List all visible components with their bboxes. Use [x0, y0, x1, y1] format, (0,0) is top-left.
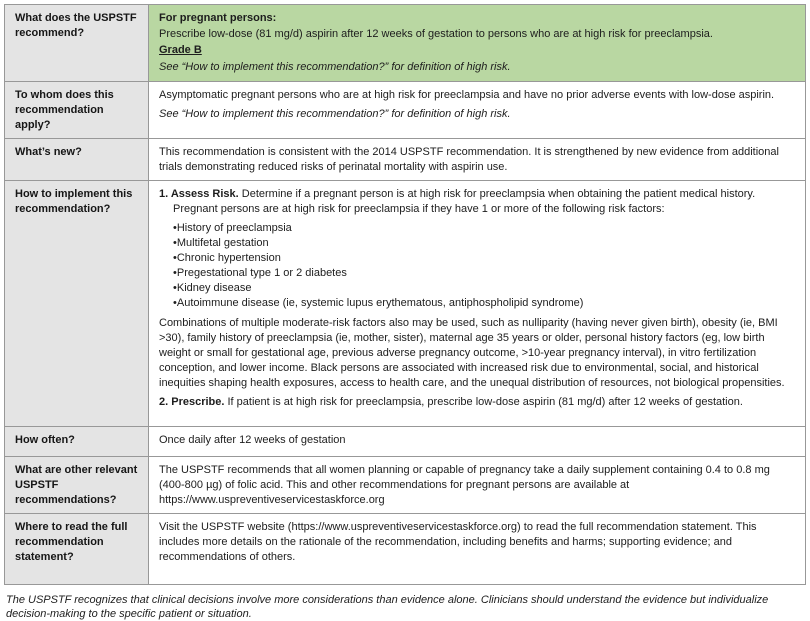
table-row [5, 457, 806, 514]
risk-factor-list [173, 221, 797, 311]
table-row [5, 427, 806, 457]
step-label: 1. Assess Risk. [159, 188, 239, 200]
question-cell: What’s new? [5, 139, 149, 181]
answer-cell-other-recommendations [149, 457, 806, 514]
answer-cell-how-often [149, 427, 806, 457]
answer-main: Visit the USPSTF website (https://www.uspreventiveservicestaskforce.org) to read the full recommendation statement. This includes more details on the rationale of the recommendation, including benefits and harms; supporting evidence; and recommendations of others. [159, 521, 757, 563]
step-text: Determine if a pregnant person is at high risk for preeclampsia when obtaining the patient medical history. Pregnant persons are at high risk for preeclampsia if they have 1 or more of the following risk factors: [173, 188, 756, 215]
question-cell: What does the USPSTF recommend? [5, 5, 149, 82]
list-item: • Chronic hypertension [173, 251, 797, 266]
step-assess-risk [159, 187, 797, 217]
answer-cell-full-statement [149, 514, 806, 585]
step-label: 2. Prescribe. [159, 396, 225, 408]
answer-cell-whats-new [149, 139, 806, 181]
answer-cell-applies-to [149, 82, 806, 139]
answer-cell-recommendation [149, 5, 806, 82]
list-item: • Kidney disease [173, 281, 797, 296]
answer-intro: For pregnant persons: [159, 12, 277, 24]
step-text: If patient is at high risk for preeclampsia, prescribe low-dose aspirin (81 mg/d) after 12 weeks of gestation. [224, 396, 743, 408]
grade-label: Grade B [159, 44, 202, 56]
answer-note: See “How to implement this recommendation?” for definition of high risk. [159, 108, 511, 120]
table-row [5, 514, 806, 585]
table-row [5, 82, 806, 139]
list-item: • Multifetal gestation [173, 236, 797, 251]
question-cell: How to implement this recommendation? [5, 181, 149, 427]
question-cell: To whom does this recommendation apply? [5, 82, 149, 139]
answer-main: Prescribe low-dose (81 mg/d) aspirin after 12 weeks of gestation to persons who are at high risk for preeclampsia. [159, 28, 713, 40]
table-row [5, 181, 806, 427]
table-row [5, 5, 806, 82]
answer-main: The USPSTF recommends that all women planning or capable of pregnancy take a daily supplement containing 0.4 to 0.8 mg (400-800 µg) of folic acid. This and other recommendations for pregnant persons are available at https://www.uspreventiveservicestaskforce.org [159, 464, 770, 506]
moderate-risk-paragraph: Combinations of multiple moderate-risk factors also may be used, such as nulliparity (having never given birth), obesity (ie, BMI >30), family history of preeclampsia (ie, mother, sister), maternal age 35 years or older, personal history factors (eg, low birth weight or small for gestational age, previous adverse pregnancy outcome, >10-year pregnancy interval), in vitro fertilization conception, and lower income. Black persons are associated with increased risk due to environmental, social, and historical inequities shaping health exposures, access to health care, and the unequal distribution of resources, not biological propensities. [159, 317, 785, 389]
question-cell: What are other relevant USPSTF recommendations? [5, 457, 149, 514]
answer-main: This recommendation is consistent with the 2014 USPSTF recommendation. It is strengthened by new evidence from additional trials demonstrating reduced risks of perinatal mortality with aspirin use. [159, 146, 779, 173]
question-cell: How often? [5, 427, 149, 457]
step-prescribe [159, 395, 797, 410]
list-item: • Pregestational type 1 or 2 diabetes [173, 266, 797, 281]
answer-main: Asymptomatic pregnant persons who are at high risk for preeclampsia and have no prior adverse events with low-dose aspirin. [159, 89, 775, 101]
list-item: • Autoimmune disease (ie, systemic lupus erythematous, antiphospholipid syndrome) [173, 296, 797, 311]
recommendation-table [4, 4, 806, 585]
answer-main: Once daily after 12 weeks of gestation [159, 434, 346, 446]
list-item: • History of preeclampsia [173, 221, 797, 236]
answer-cell-implementation [149, 181, 806, 427]
answer-note: See “How to implement this recommendation?” for definition of high risk. [159, 61, 511, 73]
table-row [5, 139, 806, 181]
clinical-decisions-footnote: The USPSTF recognizes that clinical decisions involve more considerations than evidence alone. Clinicians should understand the evidence but individualize decision-making to the specific patient or situation. [6, 594, 769, 620]
question-cell: Where to read the full recommendation statement? [5, 514, 149, 585]
